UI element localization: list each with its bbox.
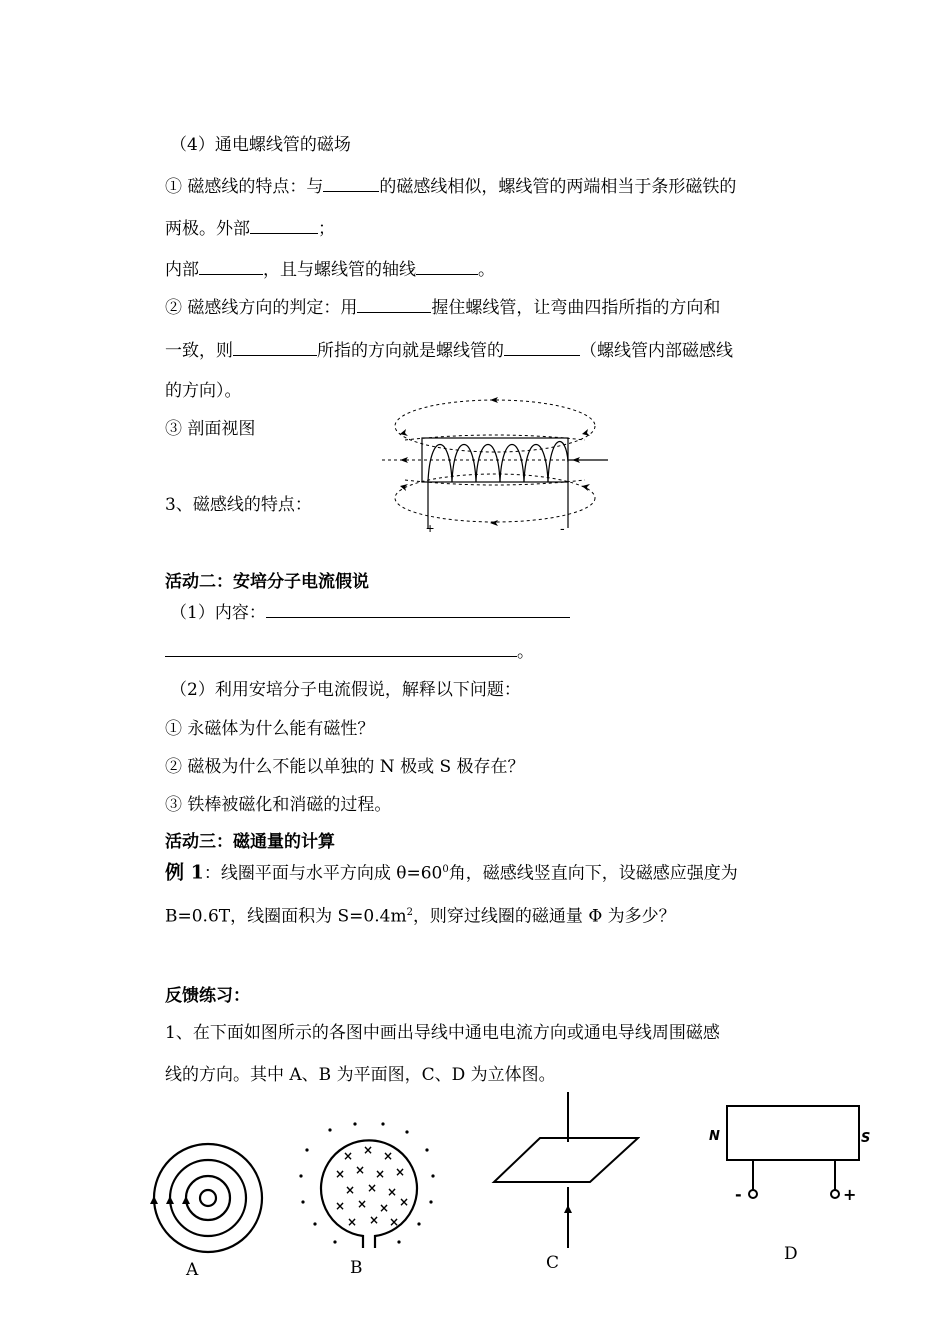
d-plus-terminal: + (843, 1185, 857, 1204)
minus-terminal: - (560, 520, 565, 534)
svg-text:×: × (379, 1201, 390, 1215)
fill-blank[interactable] (323, 175, 379, 192)
text: 。 (517, 642, 534, 662)
figure-c-wire-through-plane (490, 1090, 640, 1250)
fill-blank[interactable] (416, 258, 478, 275)
section-heading: 活动二：安培分子电流假说 (165, 572, 369, 592)
d-minus-terminal: - (735, 1185, 742, 1204)
text: B=0.6T，线圈面积为 S=0.4m (165, 906, 407, 927)
section-heading: 反馈练习： (165, 986, 250, 1006)
text: 一致，则 (165, 341, 233, 361)
text-line (165, 339, 733, 362)
fill-blank[interactable] (199, 258, 263, 275)
text-line (165, 640, 534, 663)
solenoid-diagram (370, 392, 620, 534)
text: 角，磁感线竖直向下，设磁感应强度为 (448, 863, 738, 884)
fill-blank[interactable] (266, 601, 570, 618)
north-pole-label: N (709, 1129, 720, 1144)
text-line (170, 601, 570, 624)
text-line: 3、磁感线的特点： (165, 495, 312, 515)
fill-blank[interactable] (250, 217, 318, 234)
figure-b-label: B (350, 1258, 363, 1278)
svg-text:×: × (369, 1213, 380, 1227)
svg-text:×: × (343, 1149, 354, 1163)
svg-text:×: × (375, 1167, 386, 1181)
svg-text:×: × (387, 1185, 398, 1199)
text: ：线圈平面与水平方向成 θ=60 (203, 863, 443, 884)
text: ② 磁感线方向的判定：用 (165, 298, 358, 318)
example-line (165, 859, 738, 885)
text-line (165, 217, 335, 240)
text-line: 1、在下面如图所示的各图中画出导线中通电电流方向或通电导线周围磁感 (165, 1023, 720, 1043)
text-line: （2）利用安培分子电流假说，解释以下问题： (170, 680, 521, 700)
example-label: 例 1 (165, 861, 204, 884)
text-line: ① 永磁体为什么能有磁性？ (165, 719, 375, 739)
svg-text:×: × (345, 1183, 356, 1197)
figure-c-label: C (546, 1253, 560, 1273)
svg-text:×: × (389, 1215, 400, 1229)
superscript: 0 (442, 864, 449, 875)
figure-a-label: A (186, 1260, 199, 1280)
text: ，且与螺线管的轴线 (263, 260, 416, 280)
text-line (165, 175, 736, 198)
text: 握住螺线管，让弯曲四指所指的方向和 (431, 298, 721, 318)
figure-b-loop-with-crosses (295, 1120, 440, 1255)
figure-a-concentric-circles (150, 1140, 266, 1256)
fill-blank[interactable] (233, 339, 317, 356)
fill-blank[interactable] (165, 640, 517, 657)
text: ① 磁感线的特点：与 (165, 177, 324, 197)
svg-text:×: × (357, 1197, 368, 1211)
text-line: ③ 铁棒被磁化和消磁的过程。 (165, 795, 392, 815)
superscript: 2 (406, 907, 413, 918)
text: ； (318, 219, 335, 239)
svg-text:×: × (367, 1181, 378, 1195)
svg-text:×: × (399, 1195, 410, 1209)
text-line (165, 258, 495, 281)
fill-blank[interactable] (357, 296, 431, 313)
text: （螺线管内部磁感线 (580, 341, 733, 361)
text-line (165, 296, 720, 319)
svg-text:×: × (383, 1149, 394, 1163)
section-heading: 活动三：磁通量的计算 (165, 832, 335, 852)
text-line: ③ 剖面视图 (165, 419, 256, 439)
figure-d-solenoid-box (705, 1098, 870, 1208)
text: 。 (478, 260, 495, 280)
svg-text:×: × (355, 1163, 366, 1177)
svg-text:×: × (335, 1167, 346, 1181)
text: 两极。外部 (165, 219, 250, 239)
svg-text:×: × (335, 1199, 346, 1213)
text: 所指的方向就是螺线管的 (317, 341, 504, 361)
text-line (165, 902, 676, 928)
south-pole-label: S (861, 1131, 870, 1146)
text-line: 的方向）。 (165, 381, 242, 401)
svg-text:×: × (395, 1165, 406, 1179)
subsection-heading: （4）通电螺线管的磁场 (170, 135, 351, 155)
figure-d-label: D (784, 1244, 798, 1264)
text-line: ② 磁极为什么不能以单独的 N 极或 S 极存在？ (165, 757, 525, 777)
text: 的磁感线相似，螺线管的两端相当于条形磁铁的 (379, 177, 737, 197)
text: （1）内容： (170, 603, 266, 623)
text-line: 线的方向。其中 A、B 为平面图，C、D 为立体图。 (165, 1065, 556, 1085)
svg-text:×: × (347, 1215, 358, 1229)
text: 内部 (165, 260, 199, 280)
fill-blank[interactable] (504, 339, 580, 356)
svg-text:×: × (363, 1143, 374, 1157)
text: ，则穿过线圈的磁通量 Φ 为多少？ (412, 906, 676, 927)
plus-terminal: + (426, 520, 435, 534)
